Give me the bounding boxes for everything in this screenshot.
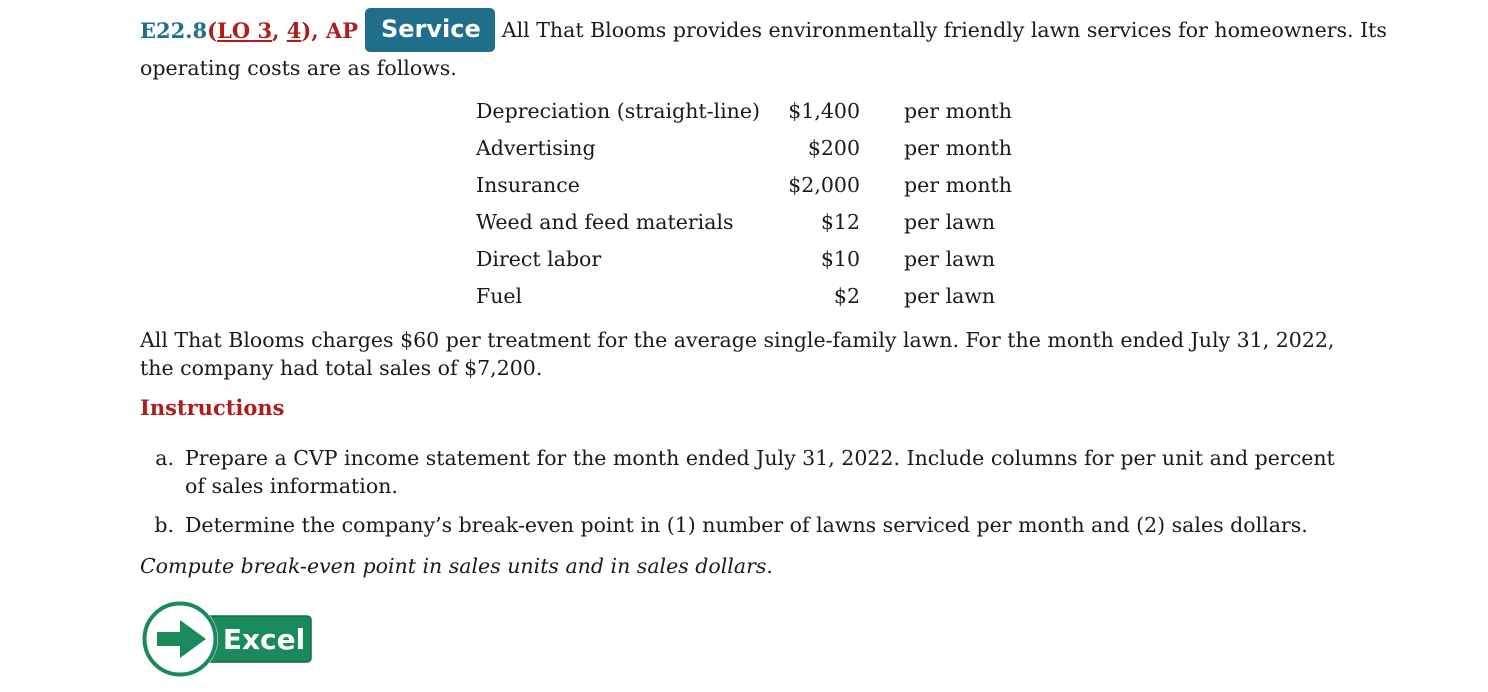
cost-name: Depreciation (straight-line) [476,98,761,123]
cost-amount: $12 [820,209,860,234]
lo-link[interactable]: LO 3 [217,17,273,43]
lo-link[interactable]: 4 [286,17,302,43]
cost-name: Advertising [476,135,596,160]
cost-unit: per lawn [904,283,996,308]
exercise-number: E22.8 [140,17,208,43]
cost-name: Insurance [476,172,580,197]
cost-row [476,129,1034,166]
task-letter: b. [154,513,174,537]
task-list [140,444,1350,539]
exercise-content [140,8,1387,582]
cost-unit: per month [904,135,1012,160]
cost-unit: per month [904,172,1012,197]
sales-paragraph: All That Blooms charges $60 per treatment for the average single-family lawn. For the month ended July 31, 2022, the company had total sales of $7,200. [140,328,1335,380]
cost-name: Weed and feed materials [476,209,734,234]
cost-row [476,92,1034,129]
cost-amount: $2,000 [788,172,860,197]
task-letter: a. [155,446,174,470]
cost-unit: per lawn [904,246,996,271]
exercise-header [140,8,1387,52]
hint-text: Compute break-even point in sales units and in sales dollars. [140,554,773,578]
cost-unit: per lawn [904,209,996,234]
cost-amount: $10 [820,246,860,271]
task-item [140,511,1350,539]
excel-button-label: Excel [222,623,306,656]
cost-row [476,166,1034,203]
cost-unit: per month [904,98,1012,123]
cost-name: Direct labor [476,246,602,271]
learning-objectives: (LO 3, 4), AP [207,17,358,43]
service-badge: Service [365,8,495,52]
operating-costs-table [476,92,1034,314]
cost-amount: $1,400 [788,98,860,123]
cost-row [476,203,1034,240]
instructions-heading: Instructions [140,395,285,420]
excel-button[interactable] [140,599,314,679]
excel-button-graphic [140,599,314,679]
cost-row [476,240,1034,277]
task-text: Determine the company’s break-even point in (1) number of lawns serviced per month and (2) sales dollars. [185,513,1308,537]
cost-amount: $2 [833,283,860,308]
cost-amount: $200 [807,135,860,160]
task-text: Prepare a CVP income statement for the month ended July 31, 2022. Include columns for per unit and percent of sales information. [185,446,1335,498]
cost-name: Fuel [476,283,523,308]
intro-text-second-line: operating costs are as follows. [140,56,457,80]
cost-row [476,277,1034,314]
task-item [140,444,1350,500]
intro-text-first-line: All That Blooms provides environmentally friendly lawn services for homeowners. Its [501,18,1387,42]
